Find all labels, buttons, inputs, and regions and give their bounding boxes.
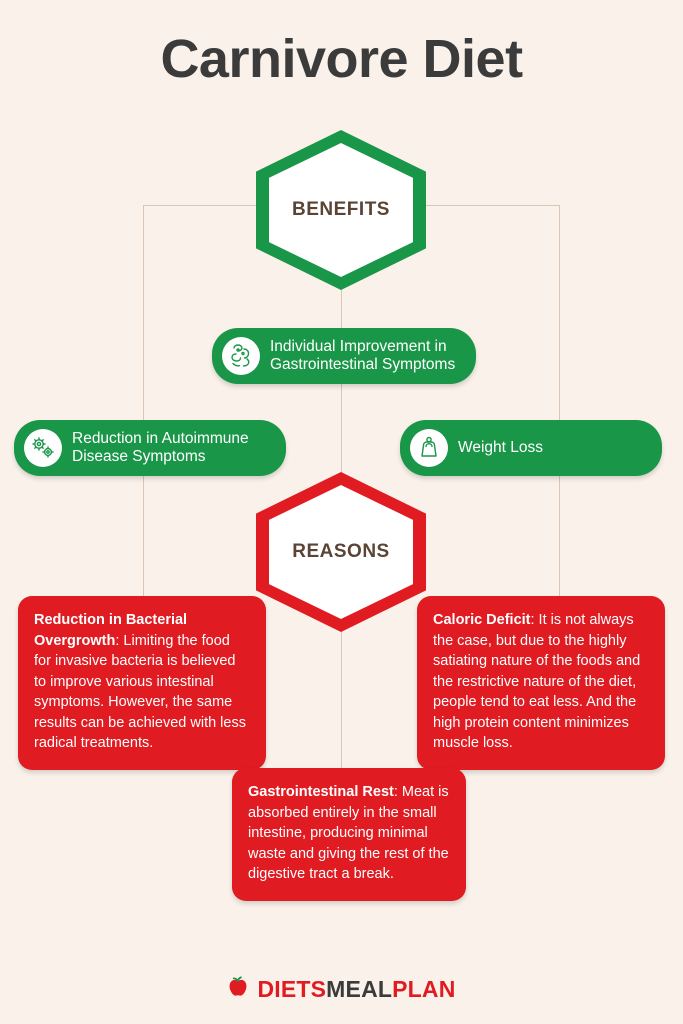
benefit-item-gastrointestinal[interactable] [212, 328, 476, 384]
benefit-item-autoimmune[interactable] [14, 420, 286, 476]
reason-title-bacterial-overgrowth: Reduction in Bacterial Overgrowth [34, 612, 188, 649]
brand-part-plan: PLAN [392, 976, 456, 1002]
reason-title-caloric-deficit: Caloric Deficit [433, 612, 531, 628]
footer-logo [0, 975, 683, 1004]
immune-cells-icon [24, 429, 62, 467]
connector-line-left-vertical [143, 205, 144, 605]
benefit-label-gastrointestinal: Individual Improvement in Gastrointestinal Symptoms [270, 337, 456, 373]
benefit-item-weight-loss[interactable] [400, 420, 662, 476]
reason-body-bacterial-overgrowth: : Limiting the food for invasive bacteria is believed to improve various intestinal symptoms. However, the same results can be achieved with less radical treatments. [34, 632, 246, 752]
benefits-badge-label: BENEFITS [292, 199, 390, 220]
reason-title-gastrointestinal-rest: Gastrointestinal Rest [248, 784, 394, 800]
page-title: Carnivore Diet [160, 29, 523, 89]
benefit-label-autoimmune: Reduction in Autoimmune Disease Symptoms [72, 429, 249, 465]
reason-card-caloric-deficit [417, 596, 665, 770]
reason-card-bacterial-overgrowth [18, 596, 266, 770]
benefits-badge [256, 130, 426, 290]
apple-icon [227, 975, 249, 1004]
reason-body-caloric-deficit: : It is not always the case, but due to the highly satiating nature of the foods and the restrictive nature of the diet, people tend to eat less. And the high protein content minimizes muscle loss. [433, 612, 641, 752]
reason-card-gastrointestinal-rest [232, 768, 466, 901]
reason-body-gastrointestinal-rest: : Meat is absorbed entirely in the small intestine, producing minimal waste and giving the rest of the digestive tract a break. [248, 784, 449, 883]
intestine-icon [222, 337, 260, 375]
brand-part-diets: DIETS [257, 976, 327, 1002]
brand-part-meal: MEAL [326, 976, 393, 1002]
benefit-label-weight-loss: Weight Loss [458, 438, 544, 456]
brand-name [257, 976, 455, 1003]
reasons-badge [256, 472, 426, 632]
reasons-badge-label: REASONS [292, 541, 390, 562]
weight-scale-icon [410, 429, 448, 467]
connector-line-right-vertical [559, 205, 560, 605]
